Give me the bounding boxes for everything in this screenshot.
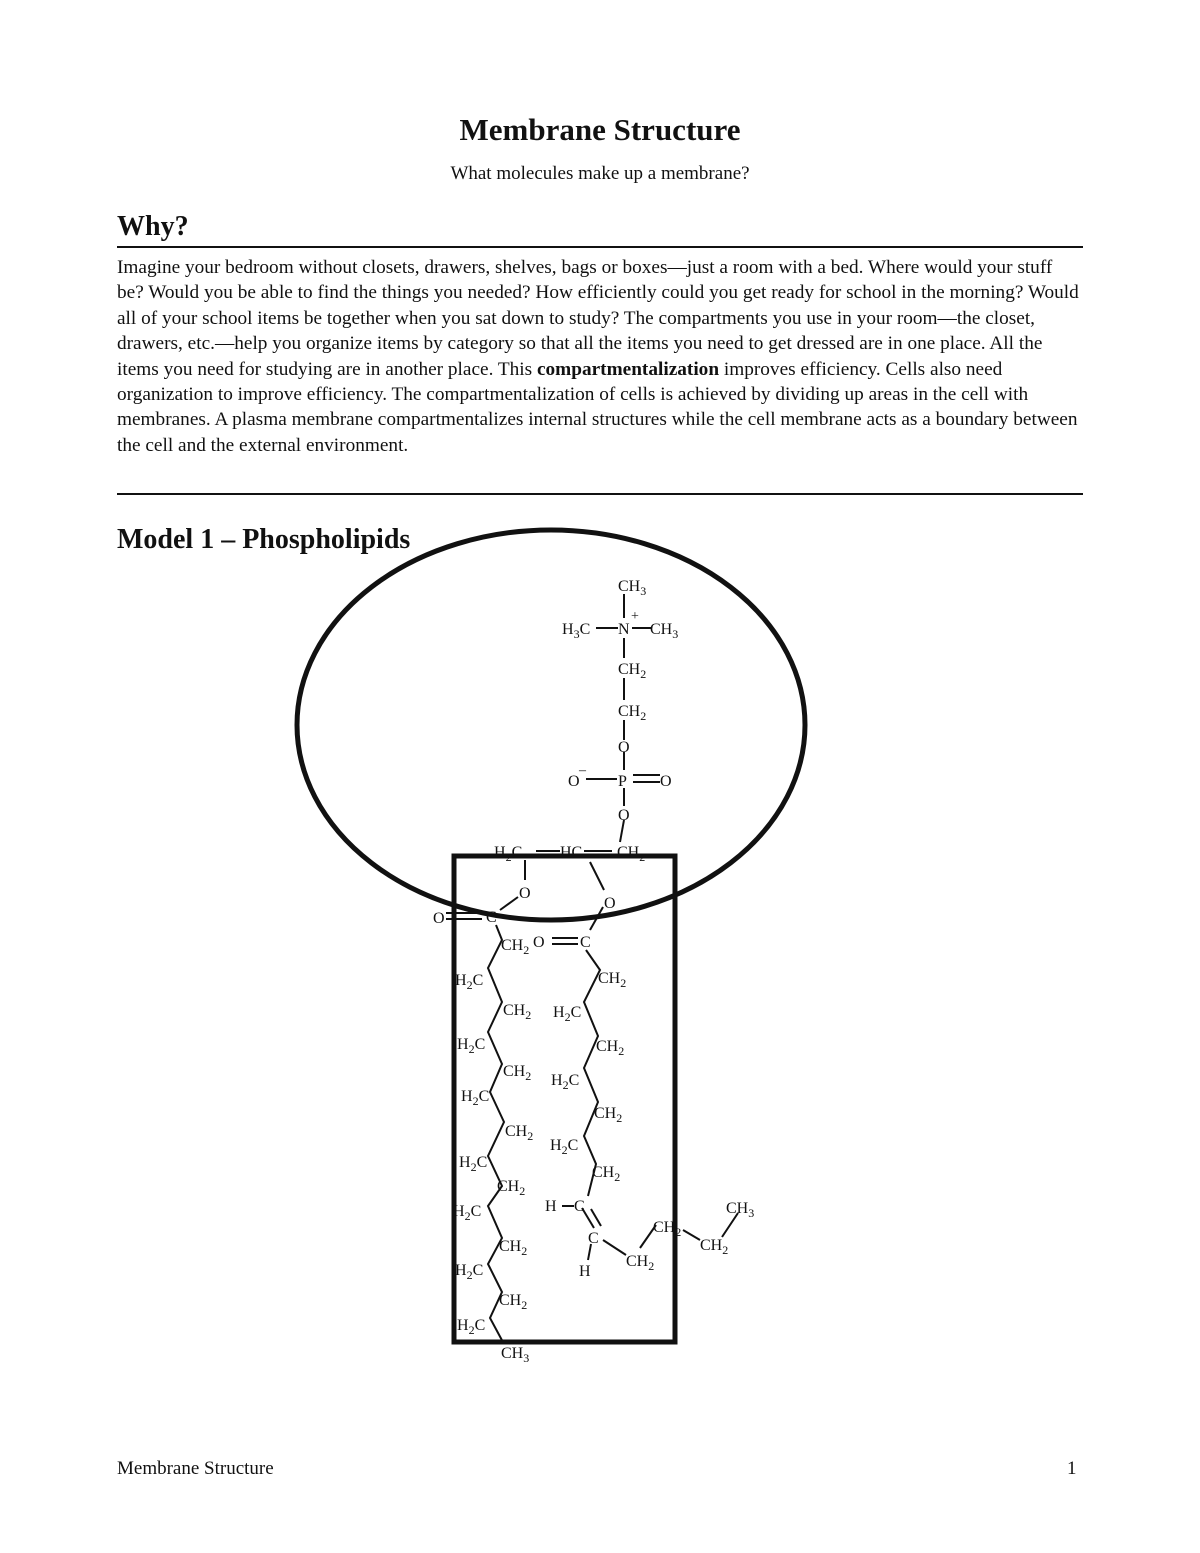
footer-title: Membrane Structure	[117, 1458, 274, 1479]
ch2-head-b: $CH_2$	[618, 703, 647, 723]
right-chain-7: $CH_2$	[592, 1164, 621, 1184]
left-chain-10: $H_2C$	[453, 1203, 482, 1223]
left-chain-3: $CH_2$	[503, 1002, 532, 1022]
glycerol-h2c: $H_2C$	[494, 844, 523, 864]
left-chain-15: $CH_3$	[501, 1345, 530, 1365]
footer-page-number: 1	[1067, 1458, 1077, 1479]
left-chain-2: $H_2C$	[455, 972, 484, 992]
double-bond-c-upper: C	[574, 1198, 585, 1215]
ch3-right: $CH_3$	[650, 621, 679, 641]
left-chain-14: $H_2C$	[457, 1317, 486, 1337]
ch2-head-a: $CH_2$	[618, 661, 647, 681]
n-atom: N	[618, 621, 630, 638]
right-chain-4: $H_2C$	[551, 1072, 580, 1092]
left-chain-bonds	[488, 925, 504, 1344]
double-bond-h-lower: H	[579, 1263, 591, 1280]
left-chain-13: $CH_2$	[499, 1292, 528, 1312]
left-chain-8: $H_2C$	[459, 1154, 488, 1174]
left-chain-12: $H_2C$	[455, 1262, 484, 1282]
o-ester-right: O	[604, 895, 616, 912]
double-bond-h-left: H	[545, 1198, 557, 1215]
page-title: Membrane Structure	[459, 112, 741, 147]
tail-ch2-3: $CH_2$	[700, 1237, 729, 1257]
right-chain-6: $H_2C$	[550, 1137, 579, 1157]
left-chain-9: $CH_2$	[497, 1178, 526, 1198]
o-double: O	[660, 773, 672, 790]
glycerol-hc: HC	[560, 844, 583, 861]
right-chain-5: $CH_2$	[594, 1105, 623, 1125]
o-ester-left: O	[519, 885, 531, 902]
double-bond-c-lower: C	[588, 1230, 599, 1247]
tail-ch2-2: $CH_2$	[653, 1219, 682, 1239]
right-chain-3: $CH_2$	[596, 1038, 625, 1058]
why-text-before: Imagine your bedroom without closets, drawers, shelves, bags or boxes—just a room with a bed. Where would your stuff be? Would you be able to find the things you needed? How efficiently could you get ready for school in the morning? Would all of your school items be together when you sat down to study? The compartments you use in your room—the closet, drawers, etc.—help you organize items by category so that all the items you need to get dressed are in one place. All the items you need for studying are in another place. This	[117, 257, 1079, 380]
c-carbonyl-right: C	[580, 934, 591, 951]
h3c-left: $H_3C$	[562, 621, 591, 641]
glycerol-ch2: $CH_2$	[617, 844, 646, 864]
o-carbonyl-left: O	[433, 910, 445, 927]
model1-heading: Model 1 – Phospholipids	[117, 524, 411, 555]
minus-sign: –	[579, 763, 586, 778]
tail-ch3: $CH_3$	[726, 1200, 755, 1220]
right-chain-1: $CH_2$	[598, 970, 627, 990]
n-plus-sign: +	[631, 609, 639, 624]
compartmentalization-term: compartmentalization	[536, 358, 720, 380]
head-group-ellipse	[297, 530, 805, 920]
right-chain-2: $H_2C$	[553, 1004, 582, 1024]
why-text-after: improves efficiency. Cells also need organization to improve efficiency. The compartmentalization of cells is achieved by dividing up areas in the cell with membranes. A plasma membrane compartmentalizes internal structures while the cell membrane acts as a boundary between the cell and the external environment.	[117, 358, 1078, 456]
left-chain-1: $CH_2$	[501, 937, 530, 957]
p-atom: P	[618, 773, 627, 790]
c-carbonyl-left: C	[486, 909, 497, 926]
o-link-2: O	[618, 807, 630, 824]
left-chain-6: $H_2C$	[461, 1088, 490, 1108]
why-heading: Why?	[117, 211, 189, 242]
ch3-top: $CH_3$	[618, 578, 647, 598]
o-link-1: O	[618, 739, 630, 756]
tail-ch2-1: $CH_2$	[626, 1253, 655, 1273]
o-carbonyl-right: O	[533, 934, 545, 951]
o-minus: O	[568, 773, 580, 790]
page-subtitle: What molecules make up a membrane?	[450, 163, 750, 184]
left-chain-11: $CH_2$	[499, 1238, 528, 1258]
left-chain-5: $CH_2$	[503, 1063, 532, 1083]
left-chain-4: $H_2C$	[457, 1036, 486, 1056]
left-chain-7: $CH_2$	[505, 1123, 534, 1143]
